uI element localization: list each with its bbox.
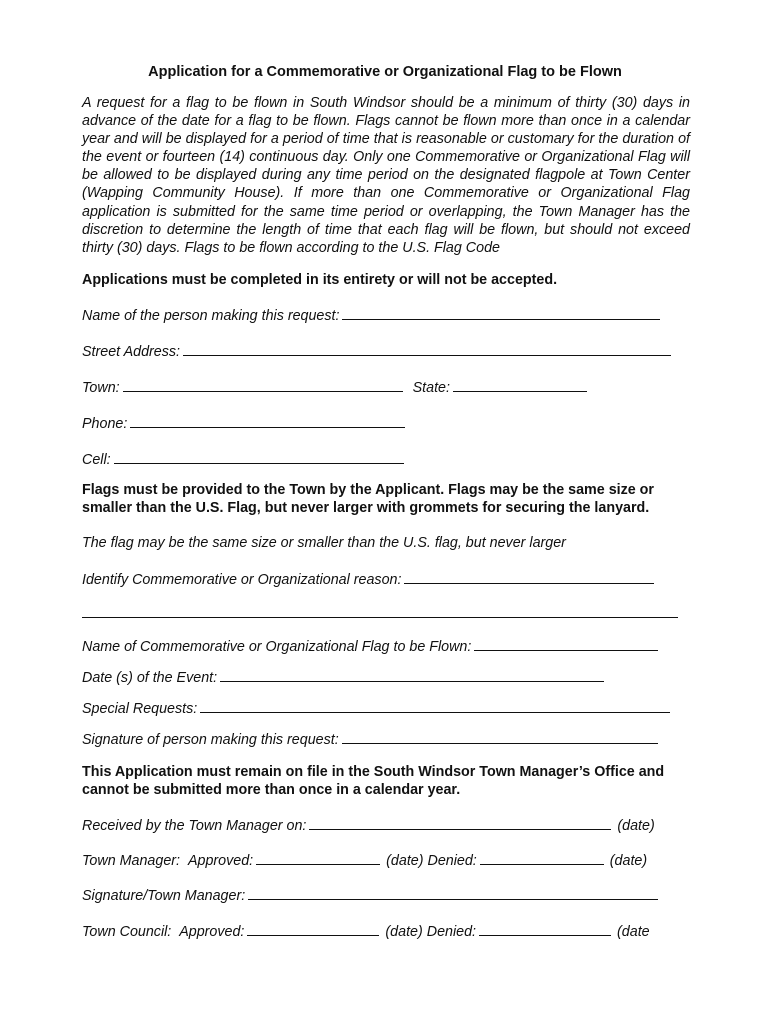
event-date-row bbox=[82, 668, 604, 687]
street-address-row bbox=[82, 342, 671, 361]
event-date-label: Date (s) of the Event: bbox=[82, 670, 218, 686]
town-field[interactable] bbox=[123, 378, 403, 392]
flag-size-note: The flag may be the same size or smaller than the U.S. flag, but never larger bbox=[82, 535, 566, 551]
reason-label: Identify Commemorative or Organizational reason: bbox=[82, 572, 402, 588]
special-requests-field[interactable] bbox=[200, 699, 670, 713]
special-requests-row bbox=[82, 699, 670, 718]
reason-continuation-field[interactable] bbox=[82, 604, 678, 618]
signature-tm-label: Signature/Town Manager: bbox=[82, 888, 246, 904]
state-label: State: bbox=[412, 380, 450, 396]
town-council-row bbox=[82, 922, 650, 941]
event-date-field[interactable] bbox=[220, 668, 604, 682]
town-manager-label: Town Manager: bbox=[82, 853, 181, 869]
signature-row bbox=[82, 730, 658, 749]
received-field[interactable] bbox=[309, 816, 611, 830]
tm-date-denied-label: (date) Denied: bbox=[386, 853, 477, 869]
flag-name-field[interactable] bbox=[474, 637, 658, 651]
tm-approved-field[interactable] bbox=[256, 851, 380, 865]
tc-denied-field[interactable] bbox=[479, 922, 611, 936]
tc-approved-field[interactable] bbox=[247, 922, 379, 936]
signature-tm-row bbox=[82, 886, 658, 905]
town-state-row bbox=[82, 378, 587, 397]
flag-name-label: Name of Commemorative or Organizational Flag to be Flown: bbox=[82, 639, 472, 655]
street-address-label: Street Address: bbox=[82, 344, 181, 360]
completion-notice: Applications must be completed in its entirety or will not be accepted. bbox=[82, 272, 558, 288]
cell-field[interactable] bbox=[114, 450, 404, 464]
tc-approved-label: Approved: bbox=[179, 924, 245, 940]
reason-field[interactable] bbox=[404, 570, 654, 584]
state-field[interactable] bbox=[453, 378, 587, 392]
reason-row bbox=[82, 570, 654, 589]
flags-notice: Flags must be provided to the Town by the Applicant. Flags may be the same size or smaller than the U.S. Flag, but never larger with grommets for securing the lanyard. bbox=[82, 482, 654, 516]
received-date-suffix: (date) bbox=[617, 818, 655, 834]
tm-denied-field[interactable] bbox=[480, 851, 604, 865]
tm-denied-date-suffix: (date) bbox=[609, 853, 648, 869]
cell-row bbox=[82, 450, 404, 469]
intro-paragraph: A request for a flag to be flown in South Windsor should be a minimum of thirty (30) days in advance of the date for a flag to be flown. Flags cannot be flown more than once in a calendar year and will be displayed for a period of time that is reasonable or customary for the duration of the event or fourteen (14) continuous day. Only one Commemorative or Organizational Flag will be allowed to be displayed during any time period on the designated flagpole at Town Center (Wapping Community House). If more than one Commemorative or Organizational Flag application is submitted for the same time period or overlapping, the Town Manager has the discretion to determine the length of time that each flag will be flown, but should not exceed thirty (30) days. Flags to be flown according to the U.S. Flag Code bbox=[82, 95, 690, 256]
tc-date-denied-label: (date) Denied: bbox=[385, 924, 477, 940]
requester-name-row bbox=[82, 306, 660, 325]
special-requests-label: Special Requests: bbox=[82, 701, 198, 717]
flag-name-row bbox=[82, 637, 658, 656]
signature-tm-field[interactable] bbox=[248, 886, 658, 900]
town-council-label: Town Council: bbox=[82, 924, 172, 940]
town-manager-row bbox=[82, 851, 647, 870]
signature-label: Signature of person making this request: bbox=[82, 732, 339, 748]
requester-name-label: Name of the person making this request: bbox=[82, 308, 340, 324]
street-address-field[interactable] bbox=[183, 342, 671, 356]
file-notice: This Application must remain on file in the South Windsor Town Manager’s Office and cannot be submitted more than once in a calendar year. bbox=[82, 764, 665, 798]
reason-continuation-row bbox=[82, 604, 678, 623]
phone-field[interactable] bbox=[130, 414, 405, 428]
cell-label: Cell: bbox=[82, 452, 111, 468]
form-title: Application for a Commemorative or Organizational Flag to be Flown bbox=[148, 64, 622, 80]
received-label: Received by the Town Manager on: bbox=[82, 818, 307, 834]
phone-row bbox=[82, 414, 405, 433]
town-label: Town: bbox=[82, 380, 120, 396]
signature-field[interactable] bbox=[342, 730, 658, 744]
tm-approved-label: Approved: bbox=[187, 853, 254, 869]
requester-name-field[interactable] bbox=[342, 306, 660, 320]
received-row bbox=[82, 816, 655, 835]
phone-label: Phone: bbox=[82, 416, 128, 432]
tc-denied-date-suffix: (date bbox=[617, 924, 650, 940]
